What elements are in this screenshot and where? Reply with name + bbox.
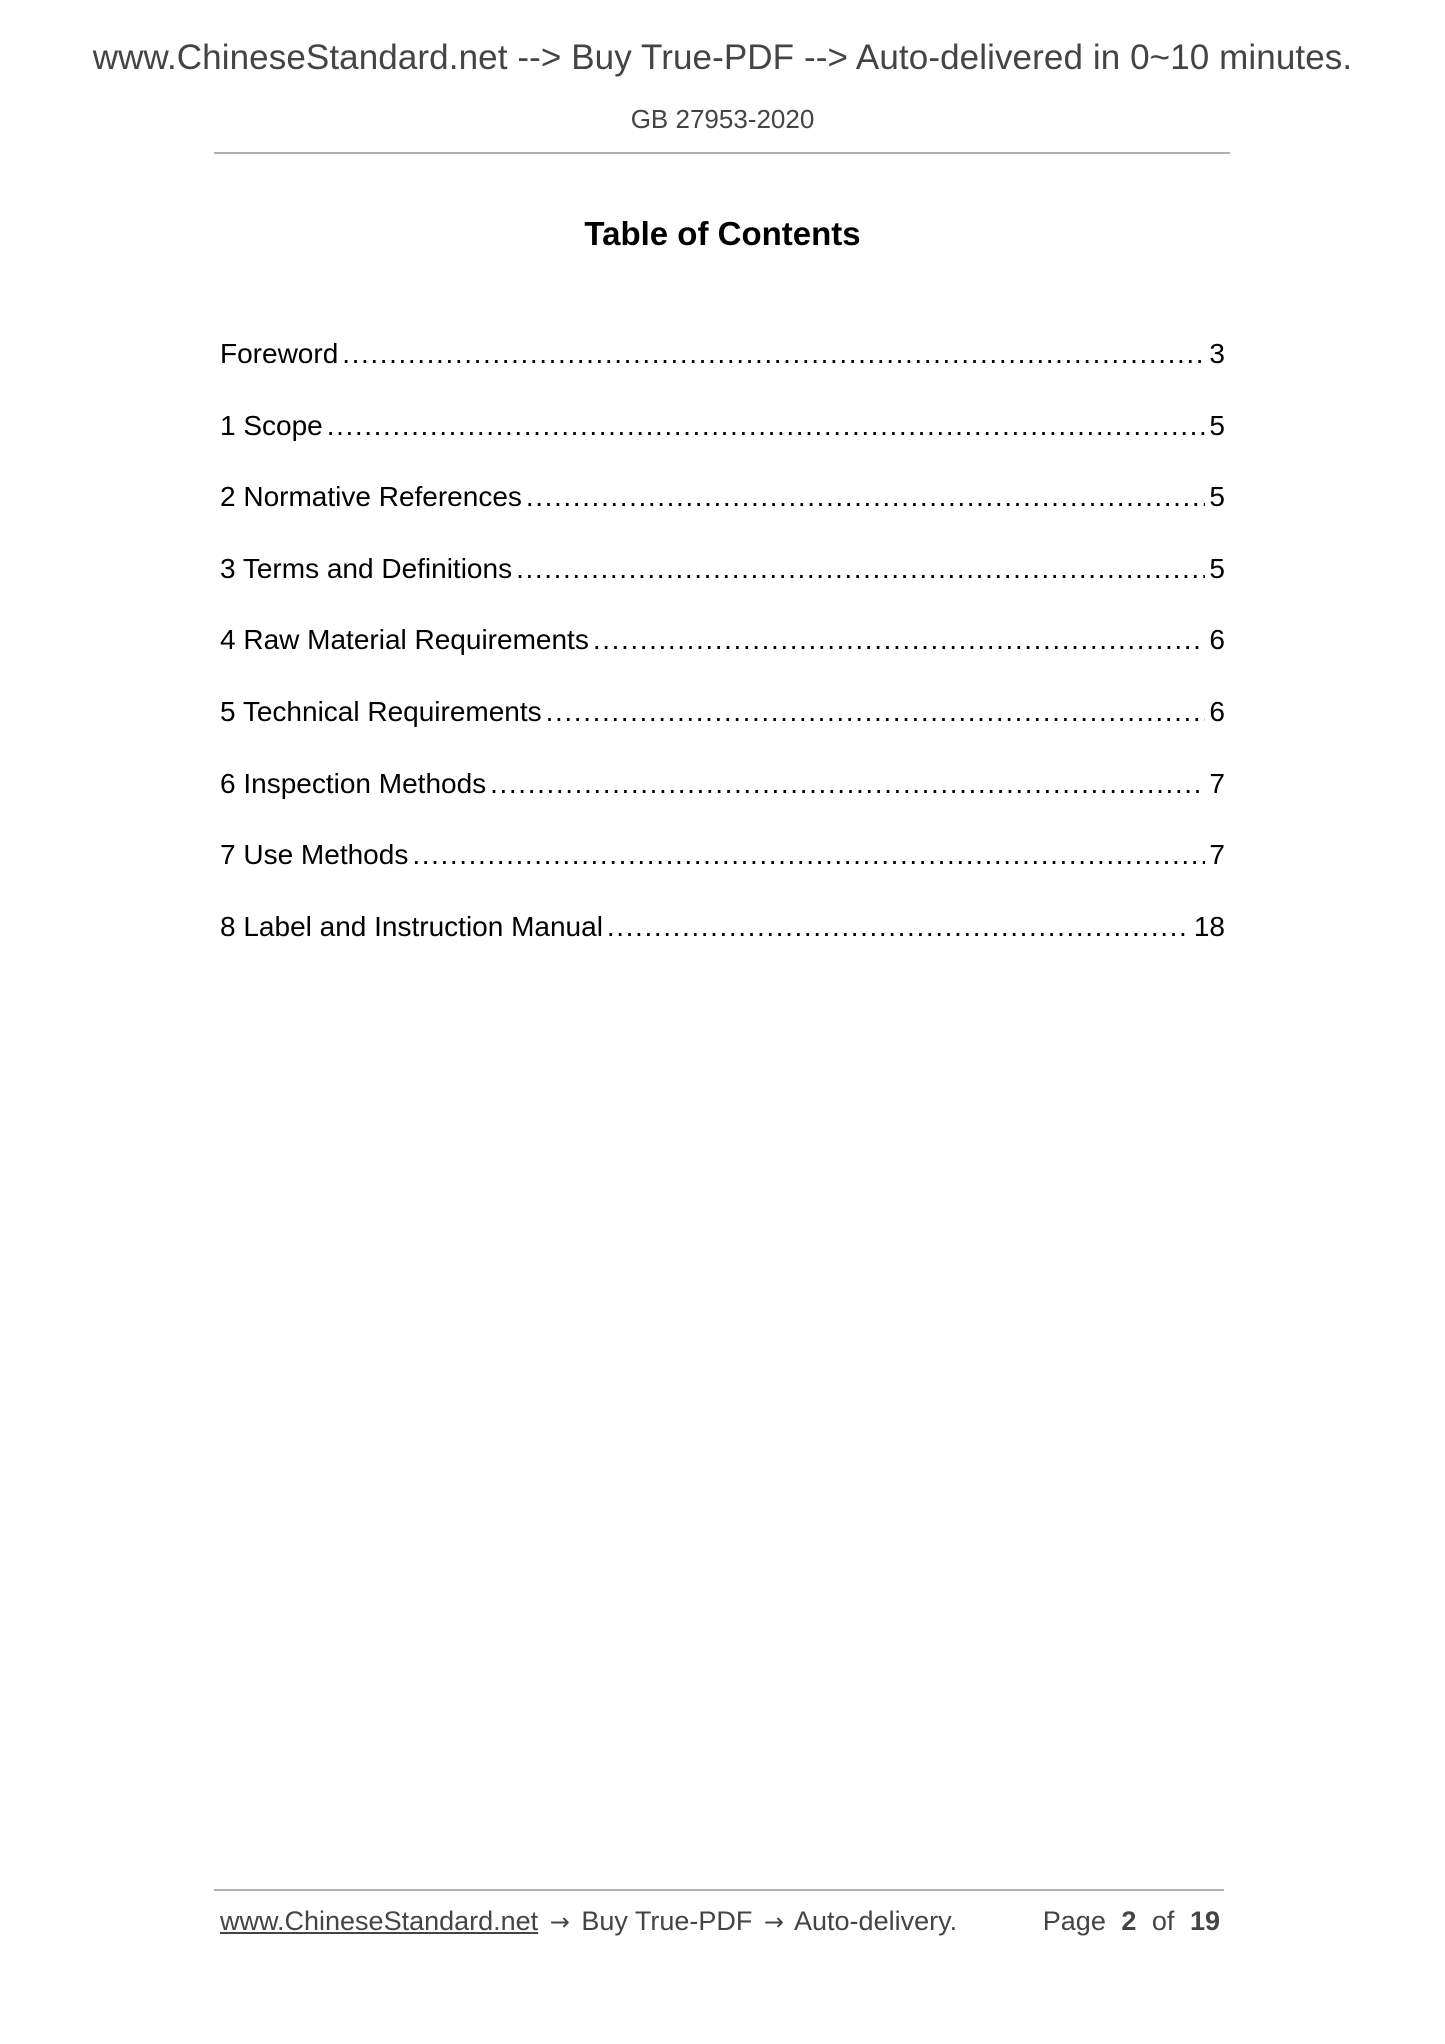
toc-entry-page: 5 xyxy=(1209,409,1225,441)
total-page-count: 19 xyxy=(1189,1906,1220,1936)
toc-entry-technical-requirements[interactable] xyxy=(220,692,1225,764)
header-divider xyxy=(214,152,1230,154)
toc-entry-label: 5 Technical Requirements xyxy=(220,695,542,727)
page-word: Page xyxy=(1042,1906,1106,1936)
header-banner: www.ChineseStandard.net --> Buy True-PDF --> Auto-delivered in 0~10 minutes. xyxy=(92,38,1353,77)
page-footer xyxy=(220,1906,1220,1946)
arrow-right-icon: → xyxy=(763,1908,784,1936)
dot-leader xyxy=(412,835,1205,875)
toc-entry-label: 6 Inspection Methods xyxy=(220,767,487,799)
toc-entry-page: 6 xyxy=(1209,624,1225,656)
toc-entry-page: 7 xyxy=(1209,767,1225,799)
toc-entry-label: 4 Raw Material Requirements xyxy=(220,624,589,656)
document-id: GB 27953-2020 xyxy=(630,104,815,134)
toc-entry-page: 7 xyxy=(1209,839,1225,871)
toc-entry-label: 7 Use Methods xyxy=(220,839,409,871)
current-page-number: 2 xyxy=(1121,1906,1137,1936)
dot-leader xyxy=(607,907,1190,947)
dot-leader xyxy=(593,620,1206,660)
toc-entry-terms-and-definitions[interactable] xyxy=(220,549,1225,621)
footer-buy-text: Buy True-PDF xyxy=(581,1906,753,1936)
toc-entry-page: 5 xyxy=(1209,481,1225,513)
toc-entry-page: 6 xyxy=(1209,695,1225,727)
dot-leader xyxy=(490,764,1205,804)
toc-entry-raw-material-requirements[interactable] xyxy=(220,620,1225,692)
toc-entry-label-and-instruction-manual[interactable] xyxy=(220,907,1225,979)
page-number xyxy=(1043,1906,1220,1937)
toc-entry-label: 8 Label and Instruction Manual xyxy=(220,910,603,942)
dot-leader xyxy=(546,692,1206,732)
toc-entry-foreword[interactable] xyxy=(220,334,1225,406)
toc-entry-use-methods[interactable] xyxy=(220,835,1225,907)
table-of-contents xyxy=(220,334,1225,978)
toc-entry-scope[interactable] xyxy=(220,406,1225,478)
toc-entry-label: 1 Scope xyxy=(220,409,323,441)
dot-leader xyxy=(327,406,1206,446)
footer-divider xyxy=(214,1889,1224,1891)
toc-entry-label: 2 Normative References xyxy=(220,481,522,513)
toc-entry-normative-references[interactable] xyxy=(220,477,1225,549)
dot-leader xyxy=(526,477,1206,517)
toc-entry-page: 5 xyxy=(1209,552,1225,584)
toc-entry-page: 18 xyxy=(1193,910,1225,942)
toc-title: Table of Contents xyxy=(584,215,861,252)
arrow-right-icon: → xyxy=(549,1908,570,1936)
dot-leader xyxy=(342,334,1205,374)
footer-site-link[interactable]: www.ChineseStandard.net xyxy=(220,1906,539,1936)
footer-delivery-text: Auto-delivery. xyxy=(794,1906,958,1936)
toc-entry-label: 3 Terms and Definitions xyxy=(220,552,513,584)
of-word: of xyxy=(1151,1906,1175,1936)
toc-entry-inspection-methods[interactable] xyxy=(220,764,1225,836)
dot-leader xyxy=(516,549,1205,589)
toc-entry-label: Foreword xyxy=(220,338,339,369)
toc-entry-page: 3 xyxy=(1209,338,1225,369)
footer-promo xyxy=(220,1906,957,1937)
